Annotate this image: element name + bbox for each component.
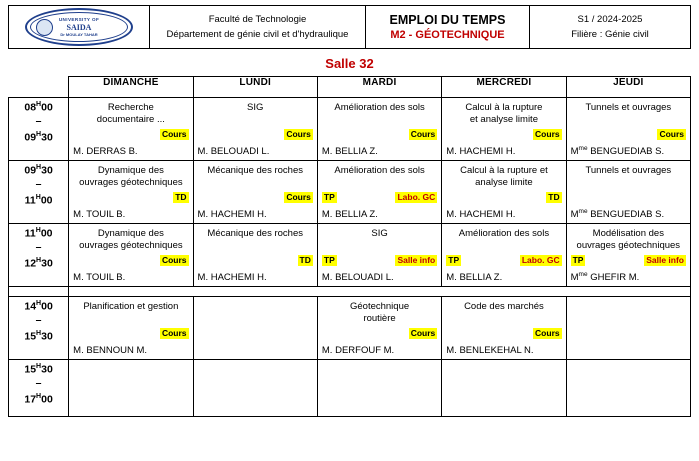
timetable-cell[interactable] — [69, 297, 192, 359]
time-slot: $11^H00$ – $12^H30$ — [9, 224, 69, 287]
faculty-name: Faculté de Technologie — [208, 14, 307, 25]
timetable-day-cell — [69, 297, 193, 360]
teacher-name: M. BELLIA Z. — [321, 209, 378, 220]
tag-tp: TP — [448, 254, 460, 265]
teacher-name: M. BENNOUN M. — [73, 345, 148, 356]
timetable-cell-empty — [318, 360, 441, 416]
teacher-name: M. BELOUADI L. — [197, 146, 270, 157]
time-slot: $09^H30$ – $11^H00$ — [9, 161, 69, 224]
tag-cours: Cours — [659, 128, 684, 139]
course-title: Dynamique des ouvrages géotechniques — [79, 228, 183, 251]
tag-cours: Cours — [286, 191, 311, 202]
corner-cell — [9, 77, 69, 98]
timetable-cell-empty — [194, 297, 317, 359]
tag-tp: TP — [572, 254, 584, 265]
timetable-cell[interactable] — [69, 224, 192, 286]
tag-labo-gc: Labo. GC — [521, 254, 560, 265]
course-tags — [73, 254, 188, 266]
course-title: SIG — [247, 102, 264, 113]
tag-td: TD — [548, 191, 560, 202]
timetable-day-cell — [69, 224, 193, 287]
timetable-cell[interactable] — [567, 224, 690, 286]
faculty-block — [150, 6, 366, 48]
course-tags — [446, 128, 561, 140]
document-title: EMPLOI DU TEMPS — [389, 12, 506, 27]
timetable-day-cell — [69, 360, 193, 417]
teacher-name: $M^{me}$ GHEFIR M. — [570, 270, 640, 283]
timetable-cell[interactable] — [442, 98, 565, 160]
course-tags — [446, 191, 561, 203]
logo-top-text: UNIVERSITY OF — [58, 17, 100, 22]
timetable-day-cell — [442, 360, 566, 417]
teacher-name: $M^{me}$ BENGUEDIAB S. — [570, 207, 665, 220]
course-title: Recherche documentaire ... — [96, 102, 165, 125]
timetable-day-cell — [566, 360, 690, 417]
timetable-day-cell — [566, 98, 690, 161]
teacher-name: M. BELOUADI L. — [321, 272, 394, 283]
tag-td: TD — [299, 254, 311, 265]
teacher-name: M. HACHEMI H. — [446, 146, 516, 157]
timetable-cell[interactable] — [194, 98, 317, 160]
department-name: Département de génie civil et d'hydraulique — [166, 29, 349, 40]
timetable-row — [9, 161, 691, 224]
tag-tp: TP — [323, 191, 335, 202]
room-label: Salle 32 — [325, 56, 374, 71]
timetable-cell-empty — [194, 360, 317, 416]
timetable-day-cell — [193, 98, 317, 161]
course-tags — [73, 128, 188, 140]
logo-emblem-icon — [36, 19, 53, 36]
timetable-day-cell — [193, 224, 317, 287]
timetable-day-cell — [442, 161, 566, 224]
day-header-jeudi: JEUDI — [566, 77, 690, 98]
tag-salle-info: Salle info — [646, 254, 684, 265]
course-title: Amélioration des sols — [458, 228, 550, 239]
timetable-spacer-row — [9, 287, 691, 297]
time-slot: $14^H00$ – $15^H30$ — [9, 297, 69, 360]
tag-labo-gc: Labo. GC — [397, 191, 436, 202]
university-logo — [9, 6, 150, 48]
course-tags — [322, 327, 437, 339]
teacher-name: M. DERRAS B. — [73, 146, 138, 157]
course-tags — [198, 128, 313, 140]
teacher-name: M. BENLEKEHAL N. — [446, 345, 534, 356]
timetable-body — [9, 98, 691, 417]
semester-year: S1 / 2024-2025 — [577, 14, 643, 25]
spacer-time — [9, 287, 69, 297]
spacer-body — [69, 287, 691, 297]
timetable-day-cell — [442, 98, 566, 161]
timetable-cell[interactable] — [194, 224, 317, 286]
time-slot: $15^H30$ – $17^H00$ — [9, 360, 69, 417]
timetable-day-cell — [317, 297, 441, 360]
tag-salle-info: Salle info — [397, 254, 436, 265]
timetable-day-cell — [193, 360, 317, 417]
logo-oval — [25, 8, 133, 46]
time-slot: $08^H00$ – $09^H30$ — [9, 98, 69, 161]
timetable-row — [9, 224, 691, 287]
timetable-cell[interactable] — [318, 224, 441, 286]
timetable-cell[interactable] — [567, 161, 690, 223]
course-tags — [571, 128, 686, 140]
document-subtitle: M2 - GÉOTECHNIQUE — [390, 28, 505, 41]
timetable-cell[interactable] — [442, 297, 565, 359]
day-header-dimanche: DIMANCHE — [69, 77, 193, 98]
timetable-cell[interactable] — [442, 161, 565, 223]
teacher-name: M. HACHEMI H. — [446, 209, 516, 220]
teacher-name: M. TOUIL B. — [73, 209, 126, 220]
course-title: SIG — [371, 228, 388, 239]
day-header-mercredi: MERCREDI — [442, 77, 566, 98]
course-title: Dynamique des ouvrages géotechniques — [79, 165, 183, 188]
day-header-mardi: MARDI — [317, 77, 441, 98]
timetable-day-cell — [193, 297, 317, 360]
tag-td: TD — [175, 191, 187, 202]
timetable-cell[interactable] — [567, 98, 690, 160]
timetable-cell[interactable] — [318, 98, 441, 160]
timetable-day-cell — [317, 161, 441, 224]
document-header — [8, 5, 691, 49]
tag-cours: Cours — [535, 128, 560, 139]
course-title: Amélioration des sols — [334, 102, 425, 113]
semester-block — [530, 6, 690, 48]
course-title: Calcul à la rupture et analyse limite — [460, 165, 548, 188]
teacher-name: M. HACHEMI H. — [197, 209, 267, 220]
tag-cours: Cours — [410, 327, 436, 338]
tag-cours: Cours — [286, 128, 311, 139]
timetable-day-cell — [193, 161, 317, 224]
course-title: Amélioration des sols — [334, 165, 425, 176]
course-title: Mécanique des roches — [207, 228, 303, 239]
timetable-day-cell — [566, 297, 690, 360]
tag-cours: Cours — [161, 254, 187, 265]
course-tags — [322, 191, 437, 203]
timetable-day-cell — [317, 224, 441, 287]
timetable-day-cell — [566, 161, 690, 224]
course-title: Modélisation des ouvrages géotechniques — [576, 228, 681, 251]
timetable-cell[interactable] — [194, 161, 317, 223]
timetable-day-cell — [69, 161, 193, 224]
teacher-name: M. BELLIA Z. — [446, 272, 503, 283]
timetable-day-cell — [442, 224, 566, 287]
course-tags — [322, 128, 437, 140]
timetable-cell-empty — [567, 297, 690, 359]
timetable-cell[interactable] — [318, 161, 441, 223]
course-title: Planification et gestion — [83, 301, 179, 312]
teacher-name: $M^{me}$ BENGUEDIAB S. — [570, 144, 665, 157]
timetable-row — [9, 360, 691, 417]
teacher-name: M. DERFOUF M. — [321, 345, 395, 356]
timetable-cell[interactable] — [442, 224, 565, 286]
timetable-row — [9, 98, 691, 161]
timetable-cell[interactable] — [69, 98, 192, 160]
course-tags — [322, 254, 437, 266]
timetable-day-cell — [566, 224, 690, 287]
timetable-cell[interactable] — [318, 297, 441, 359]
timetable-day-cell — [317, 98, 441, 161]
timetable-document — [0, 5, 699, 461]
course-tags — [571, 254, 686, 266]
logo-mid-text: SAIDA — [66, 23, 92, 32]
tag-cours: Cours — [161, 327, 187, 338]
timetable-cell-empty — [567, 360, 690, 416]
timetable-cell-empty — [69, 360, 192, 416]
teacher-name: M. TOUIL B. — [73, 272, 126, 283]
course-tags — [446, 327, 561, 339]
timetable — [8, 76, 691, 417]
course-title: Tunnels et ouvrages — [585, 165, 672, 176]
course-title: Tunnels et ouvrages — [585, 102, 672, 113]
course-title: Mécanique des roches — [207, 165, 303, 176]
timetable-cell[interactable] — [69, 161, 192, 223]
timetable-cell-empty — [442, 360, 565, 416]
timetable-day-cell — [317, 360, 441, 417]
document-title-block — [366, 6, 530, 48]
timetable-day-cell — [442, 297, 566, 360]
filiere: Filière : Génie civil — [571, 29, 649, 40]
course-tags — [446, 254, 561, 266]
tag-cours: Cours — [535, 327, 560, 338]
day-header-lundi: LUNDI — [193, 77, 317, 98]
tag-cours: Cours — [161, 128, 187, 139]
tag-cours: Cours — [410, 128, 436, 139]
course-tags — [73, 191, 188, 203]
teacher-name: M. HACHEMI H. — [197, 272, 267, 283]
course-title: Géotechnique routière — [349, 301, 410, 324]
logo-bottom-text: Dr MOULAY TAHAR — [60, 32, 98, 37]
timetable-header-row — [9, 77, 691, 98]
course-tags — [198, 254, 313, 266]
course-title: Code des marchés — [464, 301, 544, 312]
tag-tp: TP — [323, 254, 335, 265]
course-title: Calcul à la rupture et analyse limite — [465, 102, 543, 125]
timetable-day-cell — [69, 98, 193, 161]
course-tags — [198, 191, 313, 203]
timetable-row — [9, 297, 691, 360]
course-tags — [73, 327, 188, 339]
teacher-name: M. BELLIA Z. — [321, 146, 378, 157]
